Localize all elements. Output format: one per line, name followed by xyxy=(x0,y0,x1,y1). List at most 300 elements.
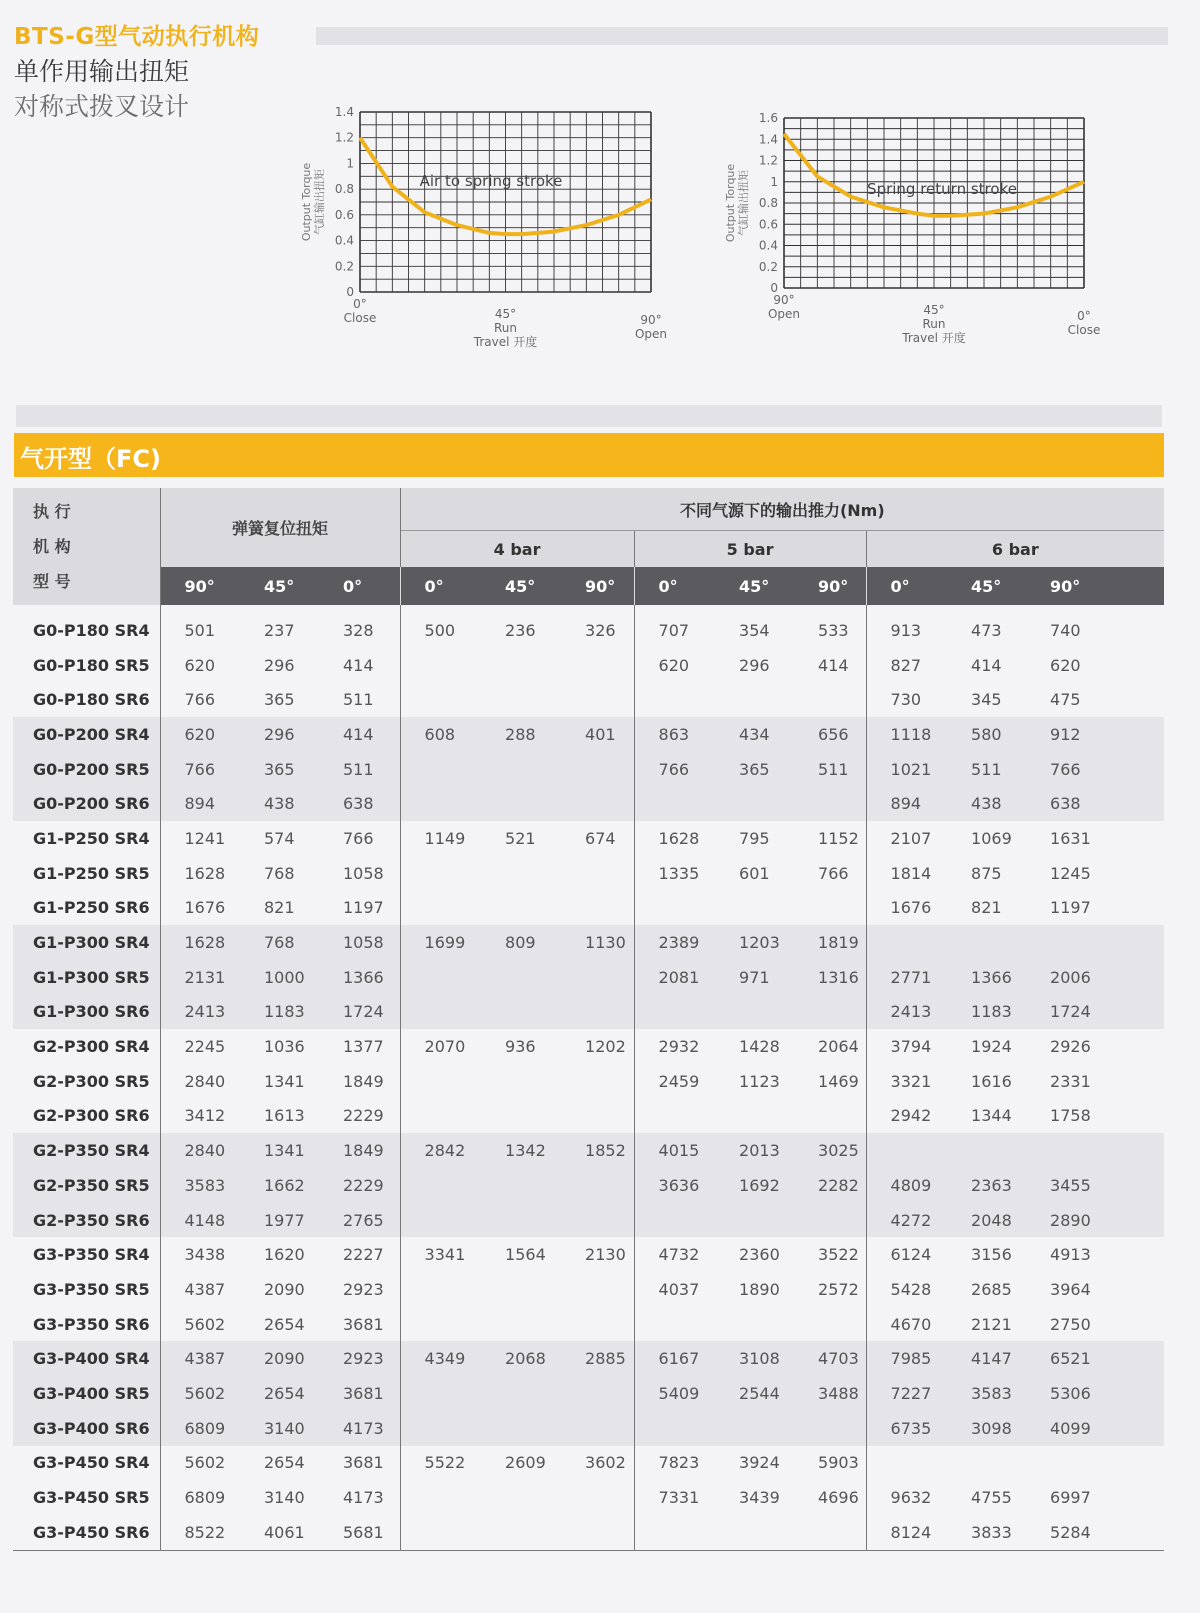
b6-value-cell: 1021 xyxy=(866,752,947,787)
b5-value-cell: 620 xyxy=(634,648,715,683)
y-tick-label: 1 xyxy=(346,156,354,171)
y-tick-label: 0.6 xyxy=(334,207,354,222)
b6-value-cell xyxy=(1026,1446,1164,1481)
spring-value-cell: 2229 xyxy=(319,1168,400,1203)
title-decor-bar xyxy=(316,27,1168,45)
table-row xyxy=(13,960,1164,995)
table-row xyxy=(13,1168,1164,1203)
spring-value-cell: 1628 xyxy=(160,925,240,960)
b5-value-cell: 707 xyxy=(634,613,715,648)
b6-value-cell: 1924 xyxy=(971,1037,1012,1057)
b6-value-cell: 438 xyxy=(947,786,1026,821)
table-row xyxy=(13,682,1164,717)
b6-value-cell xyxy=(947,1133,1026,1168)
b6-value-cell: 2750 xyxy=(1050,1314,1091,1334)
table-row xyxy=(13,1064,1164,1099)
b4-value-cell xyxy=(561,1272,634,1307)
spring-value-cell: 894 xyxy=(160,786,240,821)
model-cell: G2-P350 SR5 xyxy=(13,1168,160,1203)
spring-value-cell: 296 xyxy=(240,717,319,752)
b4-value-cell: 236 xyxy=(505,620,536,640)
b4-value-cell: 1202 xyxy=(585,1037,626,1057)
b6-value-cell: 2048 xyxy=(947,1203,1026,1238)
b4-value-cell xyxy=(400,1099,481,1134)
model-cell: G3-P450 SR5 xyxy=(13,1480,160,1515)
table-row xyxy=(13,891,1164,926)
b6-value-cell: 6997 xyxy=(1050,1488,1091,1508)
y-tick-label: 1.4 xyxy=(334,105,354,119)
spring-value-cell: 2245 xyxy=(184,1037,226,1057)
b5-value-cell: 2360 xyxy=(739,1245,780,1265)
spring-value-cell: 1058 xyxy=(343,863,384,883)
y-axis-label-cn: 气缸输出扭矩 xyxy=(737,170,750,236)
y-tick-label: 1.4 xyxy=(758,132,778,147)
b5-value-cell: 414 xyxy=(818,655,849,675)
b6-value-cell: 4755 xyxy=(971,1488,1012,1508)
spring-value-cell: 511 xyxy=(343,690,374,710)
b5-value-cell: 4732 xyxy=(634,1237,715,1272)
b6-value-cell: 2363 xyxy=(947,1168,1026,1203)
angle-header: 90° xyxy=(184,576,215,596)
spring-value-cell: 1849 xyxy=(319,1133,400,1168)
b4-value-cell xyxy=(400,960,481,995)
b6-value-cell: 912 xyxy=(1026,717,1164,752)
b5-value-cell: 766 xyxy=(634,752,715,787)
table-row xyxy=(13,613,1164,648)
model-cell: G2-P350 SR4 xyxy=(13,1133,160,1168)
b6-value-cell: 1724 xyxy=(1026,995,1164,1030)
spring-value-cell: 2840 xyxy=(184,1071,226,1091)
x-axis-label: Travel 开度 xyxy=(902,331,966,345)
b5-value-cell: 365 xyxy=(715,752,794,787)
spring-value-cell: 4061 xyxy=(240,1515,319,1550)
x-tick-label: Open xyxy=(634,327,668,341)
b6-value-cell: 875 xyxy=(971,863,1002,883)
model-cell: G3-P400 SR5 xyxy=(13,1376,160,1411)
spring-value-cell: 414 xyxy=(343,655,374,675)
b6-value-cell: 9632 xyxy=(866,1480,947,1515)
model-cell: G1-P300 SR6 xyxy=(13,995,160,1030)
b4-value-cell: 608 xyxy=(400,717,481,752)
y-tick-label: 0.4 xyxy=(334,233,354,248)
b6-value-cell: 4809 xyxy=(866,1168,947,1203)
b5-value-cell xyxy=(634,1307,715,1342)
spring-value-cell: 4387 xyxy=(160,1341,240,1376)
y-tick-label: 0.2 xyxy=(334,259,354,274)
b6-value-cell: 821 xyxy=(971,898,1002,918)
x-tick-label: Run xyxy=(493,321,518,335)
spring-value-cell: 414 xyxy=(319,717,400,752)
b6-value-cell: 638 xyxy=(1026,786,1164,821)
b5-value-cell: 2282 xyxy=(794,1168,866,1203)
model-cell: G3-P400 SR4 xyxy=(13,1341,160,1376)
b6-value-cell: 620 xyxy=(1050,655,1081,675)
b5-value-cell: 7331 xyxy=(634,1480,715,1515)
b5-value-cell: 3488 xyxy=(794,1376,866,1411)
bar-header-6: 6 bar xyxy=(991,539,1039,559)
bar-header-4: 4 bar xyxy=(400,531,634,568)
b4-value-cell xyxy=(481,1064,561,1099)
angle-header: 45° xyxy=(971,576,1002,596)
torque-table xyxy=(13,488,1164,1551)
spring-value-cell: 3681 xyxy=(319,1376,400,1411)
b4-value-cell xyxy=(400,1272,481,1307)
y-tick-label: 0 xyxy=(346,285,354,299)
angle-header: 90° xyxy=(561,567,634,605)
b5-value-cell xyxy=(794,1099,866,1134)
angle-header: 0° xyxy=(319,567,400,605)
b5-value-cell: 795 xyxy=(739,828,770,848)
x-tick-angle: 90° xyxy=(640,313,662,327)
spring-value-cell: 1628 xyxy=(184,863,226,883)
b6-value-cell: 1118 xyxy=(866,717,947,752)
spring-value-cell: 574 xyxy=(264,828,295,848)
model-cell: G3-P450 SR6 xyxy=(13,1515,160,1550)
b5-value-cell: 1890 xyxy=(739,1279,780,1299)
b5-value-cell: 2572 xyxy=(818,1279,859,1299)
b6-value-cell: 1245 xyxy=(1050,863,1091,883)
spring-value-cell: 3438 xyxy=(184,1245,226,1265)
spring-value-cell: 2654 xyxy=(264,1453,305,1473)
table-row xyxy=(13,995,1164,1030)
model-cell: G2-P300 SR6 xyxy=(13,1099,160,1134)
b5-value-cell: 296 xyxy=(739,655,770,675)
table-row xyxy=(13,1203,1164,1238)
table-row xyxy=(13,786,1164,821)
b5-value-cell: 601 xyxy=(739,863,770,883)
b4-value-cell: 1342 xyxy=(481,1133,561,1168)
b4-value-cell xyxy=(400,1168,481,1203)
b4-value-cell xyxy=(481,891,561,926)
b5-value-cell xyxy=(794,1203,866,1238)
b6-value-cell: 2890 xyxy=(1026,1203,1164,1238)
b5-value-cell: 4015 xyxy=(634,1133,715,1168)
b4-value-cell xyxy=(561,1411,634,1446)
b4-value-cell xyxy=(481,682,561,717)
spring-value-cell: 1676 xyxy=(184,898,226,918)
model-cell: G2-P300 SR4 xyxy=(13,1029,160,1064)
b6-value-cell: 345 xyxy=(971,690,1002,710)
spring-value-cell: 296 xyxy=(264,655,295,675)
model-cell: G1-P250 SR6 xyxy=(13,891,160,926)
b4-value-cell xyxy=(561,1064,634,1099)
y-axis-label-cn: 气缸输出扭矩 xyxy=(313,169,326,235)
y-axis-label: Output Torque xyxy=(300,162,313,242)
b5-value-cell xyxy=(794,1411,866,1446)
spring-value-cell: 5602 xyxy=(160,1376,240,1411)
model-cell: G1-P300 SR5 xyxy=(13,960,160,995)
b6-value-cell: 580 xyxy=(947,717,1026,752)
b4-value-cell: 5522 xyxy=(400,1446,481,1481)
spring-value-cell: 1241 xyxy=(184,828,226,848)
section-banner xyxy=(14,433,1164,477)
chart-svg xyxy=(296,100,696,350)
spring-value-cell: 2131 xyxy=(160,960,240,995)
b4-value-cell: 2885 xyxy=(561,1341,634,1376)
b4-value-cell xyxy=(561,891,634,926)
spring-value-cell: 4173 xyxy=(319,1411,400,1446)
x-tick-angle: 0° xyxy=(1077,309,1091,323)
b6-value-cell xyxy=(1026,1133,1164,1168)
spring-value-cell: 2227 xyxy=(343,1245,384,1265)
b4-value-cell: 936 xyxy=(505,1037,536,1057)
x-tick-label: Close xyxy=(1067,323,1101,337)
section-title: 气开型（FC) xyxy=(20,445,161,473)
b5-value-cell: 2064 xyxy=(818,1037,859,1057)
b5-value-cell xyxy=(634,1099,715,1134)
b5-value-cell: 1469 xyxy=(818,1071,859,1091)
spring-value-cell: 2923 xyxy=(343,1279,384,1299)
b5-value-cell: 1819 xyxy=(794,925,866,960)
b4-value-cell xyxy=(481,1203,561,1238)
b6-value-cell: 1366 xyxy=(947,960,1026,995)
b5-value-cell xyxy=(634,1411,715,1446)
spring-value-cell: 1620 xyxy=(264,1245,305,1265)
b6-value-cell: 7227 xyxy=(866,1376,947,1411)
b6-value-cell xyxy=(866,1446,947,1481)
spring-value-cell: 1662 xyxy=(240,1168,319,1203)
y-tick-label: 0.2 xyxy=(758,259,778,274)
b6-value-cell: 1183 xyxy=(947,995,1026,1030)
spring-value-cell: 620 xyxy=(184,655,216,675)
spring-value-cell: 365 xyxy=(240,752,319,787)
spring-value-cell: 766 xyxy=(160,752,240,787)
angle-header: 90° xyxy=(794,567,866,605)
b6-value-cell: 414 xyxy=(971,655,1002,675)
model-cell: G3-P450 SR4 xyxy=(13,1446,160,1481)
spring-value-cell: 1613 xyxy=(264,1106,305,1126)
b4-value-cell xyxy=(481,1515,561,1550)
x-tick-angle: 90° xyxy=(773,293,795,307)
spring-value-cell: 2765 xyxy=(319,1203,400,1238)
b5-value-cell: 2389 xyxy=(634,925,715,960)
b5-value-cell xyxy=(715,891,794,926)
spring-value-cell: 768 xyxy=(240,925,319,960)
table-row xyxy=(13,1411,1164,1446)
b6-value-cell: 2413 xyxy=(866,995,947,1030)
b6-value-cell xyxy=(1026,925,1164,960)
b4-value-cell xyxy=(400,752,481,787)
b4-value-cell: 674 xyxy=(585,828,616,848)
chart-svg xyxy=(720,110,1140,360)
b4-value-cell: 521 xyxy=(505,828,536,848)
model-cell: G0-P180 SR5 xyxy=(13,648,160,683)
x-tick-label: Open xyxy=(767,307,801,321)
torque-chart-spring-return xyxy=(720,110,1140,360)
b5-value-cell: 4696 xyxy=(818,1488,859,1508)
b5-value-cell: 1152 xyxy=(818,828,859,848)
spring-value-cell: 8522 xyxy=(160,1515,240,1550)
spring-value-cell: 3681 xyxy=(343,1314,384,1334)
spring-value-cell: 1197 xyxy=(343,898,384,918)
b4-value-cell xyxy=(561,1515,634,1550)
table-row xyxy=(13,821,1164,856)
b4-value-cell xyxy=(481,1307,561,1342)
y-tick-label: 0.4 xyxy=(758,238,778,253)
b4-value-cell: 1564 xyxy=(505,1245,546,1265)
b5-value-cell xyxy=(634,891,715,926)
spring-value-cell: 501 xyxy=(184,620,216,640)
b4-value-cell xyxy=(400,1515,481,1550)
b6-value-cell: 2006 xyxy=(1026,960,1164,995)
spring-value-cell: 766 xyxy=(343,828,374,848)
table-row xyxy=(13,1272,1164,1307)
b4-value-cell: 500 xyxy=(400,613,481,648)
b5-value-cell xyxy=(715,1099,794,1134)
b4-value-cell xyxy=(400,1480,481,1515)
spring-value-cell: 1366 xyxy=(319,960,400,995)
section-divider xyxy=(16,405,1162,427)
spring-value-cell: 3681 xyxy=(343,1453,384,1473)
y-axis-label: Output Torque xyxy=(724,163,737,243)
b6-value-cell: 1069 xyxy=(971,828,1012,848)
b4-value-cell xyxy=(561,960,634,995)
b6-value-cell: 827 xyxy=(866,648,947,683)
model-cell: G1-P250 SR4 xyxy=(13,821,160,856)
spring-value-cell: 5602 xyxy=(184,1453,226,1473)
model-cell: G1-P250 SR5 xyxy=(13,856,160,891)
b6-value-cell: 6521 xyxy=(1026,1341,1164,1376)
b5-value-cell xyxy=(634,1515,715,1550)
x-tick-angle: 0° xyxy=(353,297,367,311)
b5-value-cell: 5409 xyxy=(634,1376,715,1411)
chart-annotation: Air to spring stroke xyxy=(419,172,563,190)
spring-value-cell: 1377 xyxy=(343,1037,384,1057)
b6-value-cell: 1676 xyxy=(866,891,947,926)
b6-value-cell: 4272 xyxy=(866,1203,947,1238)
b5-value-cell: 1692 xyxy=(715,1168,794,1203)
b6-value-cell: 2121 xyxy=(971,1314,1012,1334)
b5-value-cell: 971 xyxy=(715,960,794,995)
b5-value-cell: 1335 xyxy=(634,856,715,891)
spring-value-cell: 3140 xyxy=(240,1411,319,1446)
spring-value-cell: 4148 xyxy=(160,1203,240,1238)
b5-value-cell: 3522 xyxy=(818,1245,859,1265)
table-row xyxy=(13,648,1164,683)
b4-value-cell xyxy=(481,1376,561,1411)
b4-value-cell: 2068 xyxy=(481,1341,561,1376)
b6-value-cell: 1344 xyxy=(971,1106,1012,1126)
b6-value-cell: 3321 xyxy=(866,1064,947,1099)
b6-value-cell: 740 xyxy=(1050,620,1081,640)
b5-value-cell: 3636 xyxy=(634,1168,715,1203)
b5-value-cell xyxy=(794,682,866,717)
model-cell: G0-P180 SR4 xyxy=(13,613,160,648)
table-row xyxy=(13,1446,1164,1481)
spring-value-cell: 438 xyxy=(240,786,319,821)
b6-value-cell: 1814 xyxy=(866,856,947,891)
b6-value-cell: 7985 xyxy=(866,1341,947,1376)
y-tick-label: 0.8 xyxy=(334,182,354,197)
table-row xyxy=(13,1029,1164,1064)
b5-value-cell: 863 xyxy=(634,717,715,752)
angle-header: 45° xyxy=(505,576,536,596)
b6-value-cell: 3583 xyxy=(947,1376,1026,1411)
spring-value-cell: 1724 xyxy=(319,995,400,1030)
b6-value-cell xyxy=(947,1446,1026,1481)
b6-value-cell: 2926 xyxy=(1050,1037,1091,1057)
b4-value-cell: 288 xyxy=(481,717,561,752)
b5-value-cell xyxy=(715,1307,794,1342)
b5-value-cell: 766 xyxy=(818,863,849,883)
spring-value-cell: 1341 xyxy=(264,1071,305,1091)
b6-value-cell: 4913 xyxy=(1050,1245,1091,1265)
spring-value-cell: 821 xyxy=(264,898,295,918)
b4-value-cell xyxy=(481,1480,561,1515)
b5-value-cell xyxy=(634,1203,715,1238)
spring-value-cell: 237 xyxy=(264,620,295,640)
b4-value-cell xyxy=(561,1203,634,1238)
b5-value-cell: 2932 xyxy=(634,1029,715,1064)
spring-value-cell: 2090 xyxy=(240,1341,319,1376)
spring-value-cell: 638 xyxy=(319,786,400,821)
b5-value-cell: 3108 xyxy=(715,1341,794,1376)
b4-value-cell xyxy=(481,960,561,995)
b6-value-cell: 730 xyxy=(866,682,947,717)
spring-value-cell: 1183 xyxy=(240,995,319,1030)
b6-value-cell: 3098 xyxy=(947,1411,1026,1446)
model-cell: G0-P200 SR6 xyxy=(13,786,160,821)
b6-value-cell: 6124 xyxy=(866,1237,947,1272)
b4-value-cell xyxy=(561,1307,634,1342)
b6-value-cell: 475 xyxy=(1050,690,1081,710)
b4-value-cell xyxy=(400,856,481,891)
x-tick-label: Run xyxy=(922,317,946,331)
page-title: BTS-G型气动执行机构 xyxy=(14,24,260,50)
x-axis-label: Travel 开度 xyxy=(473,335,538,349)
b4-value-cell xyxy=(481,995,561,1030)
b4-value-cell xyxy=(561,786,634,821)
b4-value-cell xyxy=(400,891,481,926)
b6-value-cell: 1197 xyxy=(1050,898,1091,918)
b4-value-cell xyxy=(400,1376,481,1411)
b6-value-cell: 6735 xyxy=(866,1411,947,1446)
b4-value-cell xyxy=(561,648,634,683)
b5-value-cell xyxy=(634,786,715,821)
torque-chart-air-to-spring xyxy=(296,100,696,350)
b5-value-cell xyxy=(715,995,794,1030)
b5-value-cell xyxy=(794,995,866,1030)
b4-value-cell: 2070 xyxy=(400,1029,481,1064)
b4-value-cell xyxy=(561,1376,634,1411)
b6-value-cell xyxy=(866,925,947,960)
b5-value-cell: 434 xyxy=(715,717,794,752)
b6-value-cell: 8124 xyxy=(866,1515,947,1550)
b5-value-cell xyxy=(715,1515,794,1550)
b5-value-cell: 4703 xyxy=(794,1341,866,1376)
y-tick-label: 1.2 xyxy=(758,153,778,168)
b4-value-cell: 2842 xyxy=(400,1133,481,1168)
angle-header: 0° xyxy=(658,576,678,596)
b4-value-cell: 1149 xyxy=(400,821,481,856)
spring-value-cell: 365 xyxy=(264,690,295,710)
b6-value-cell: 3964 xyxy=(1050,1279,1091,1299)
b5-value-cell xyxy=(715,682,794,717)
b4-value-cell: 401 xyxy=(561,717,634,752)
angle-header: 45° xyxy=(739,576,770,596)
spring-value-cell: 1058 xyxy=(319,925,400,960)
b4-value-cell xyxy=(400,1203,481,1238)
spring-value-cell: 5681 xyxy=(319,1515,400,1550)
spring-value-cell: 2413 xyxy=(160,995,240,1030)
table-row xyxy=(13,1307,1164,1342)
b5-value-cell: 656 xyxy=(794,717,866,752)
b4-value-cell: 4349 xyxy=(400,1341,481,1376)
b6-value-cell: 894 xyxy=(866,786,947,821)
table-row xyxy=(13,925,1164,960)
x-tick-angle: 45° xyxy=(494,307,517,321)
b4-value-cell: 1130 xyxy=(561,925,634,960)
